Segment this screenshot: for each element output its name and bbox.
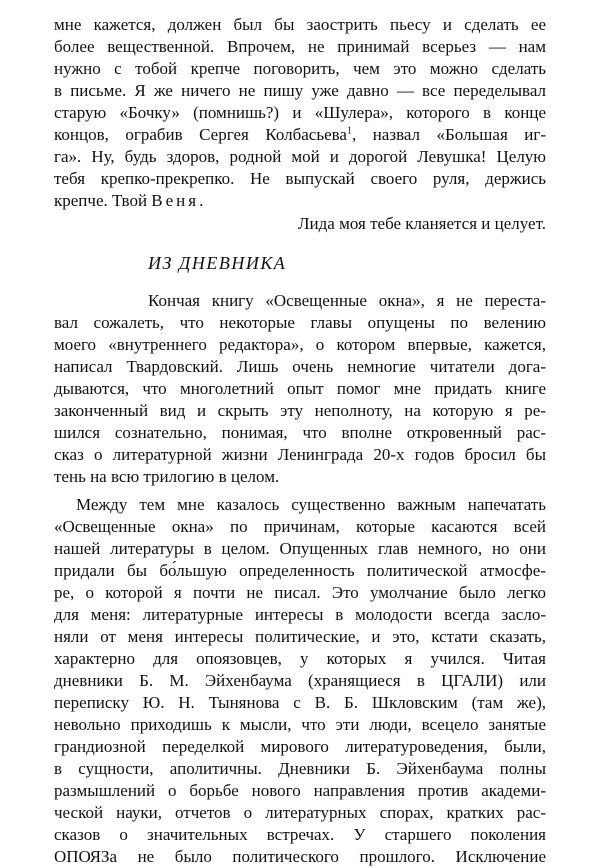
letter-line-6 xyxy=(54,124,546,146)
para2-line-15: ческой науки, отчетов о литературных спорах, кратких рас- xyxy=(54,803,546,822)
para2-line-17: ОПОЯЗа не было политического прошлого. Исключение xyxy=(54,847,546,866)
para1-line-8: сказ о литературной жизни Ленинграда 20-х годов бросил бы xyxy=(54,445,546,464)
para1-line-2: вал сожалеть, что некоторые главы опущены по велению xyxy=(54,313,546,332)
letter-line-7: га». Ну, будь здоров, родной мой и дорогой Левушка! Целую xyxy=(54,147,546,166)
para2-line-12: грандиозной переделкой мирового литературоведения, были, xyxy=(54,737,546,756)
para1-line-6: законченный вид и скрыть эту неполноту, на которую я ре- xyxy=(54,401,546,420)
para2-line-11: невольно приходишь к мысли, что эти люди, всецело занятые xyxy=(54,715,546,734)
para1-line-7: шился сознательно, понимая, что вполне откровенный рас- xyxy=(54,423,546,442)
letter-postscript: Лида моя тебе кланяется и целует. xyxy=(298,214,546,233)
para2-line-5: ре, о которой я почти не писал. Это умолчание было легко xyxy=(54,583,546,602)
letter-line-1: мне кажется, должен был бы заострить пьесу и сделать ее xyxy=(54,15,546,34)
para2-line-14: размышлений о борьбе нового направления против академи- xyxy=(54,781,546,800)
para2-line-13: в сущности, аполитичны. Дневники Б. Эйхенбаума полны xyxy=(54,759,546,778)
para2-line-7: няли от меня интересы политические, и это, кстати сказать, xyxy=(54,627,546,646)
letter-line-5: старую «Бочку» (помнишь?) и «Шулера», которого в конце xyxy=(54,103,546,122)
para1-line-3: моего «внутреннего редактора», о котором впервые, кажется, xyxy=(54,335,546,354)
para1-line-5: дываются, что многолетний опыт помог мне придать книге xyxy=(54,379,546,398)
para2-line-4: придали бы бо́льшую определенность политической атмосфе- xyxy=(54,561,546,580)
para1-line-1: Кончая книгу «Освещенные окна», я не переста- xyxy=(148,291,546,310)
letter-line-4: в письме. Я же ничего не пишу уже давно — все переделывал xyxy=(54,81,546,100)
para2-line-3: нашей литературы в целом. Опущенных глав немного, но они xyxy=(54,539,546,558)
para2-line-2: «Освещенные окна» по причинам, которые касаются всей xyxy=(54,517,546,536)
para2-line-6: для меня: литературные интересы в молодости всегда засло- xyxy=(54,605,546,624)
para1-line-9: тень на всю трилогию в целом. xyxy=(54,467,280,486)
para2-line-10: переписку Ю. Н. Тынянова с В. Б. Шкловским (там же), xyxy=(54,693,546,712)
para2-line-16: сказов о значительных встречах. У старшего поколения xyxy=(54,825,546,844)
letter-line-2: более вещественной. Впрочем, не принимай всерьез — нам xyxy=(54,37,546,56)
letter-signature: Веня. xyxy=(151,191,207,210)
letter-line-9 xyxy=(54,190,546,212)
letter-closing: крепче. Твой xyxy=(54,191,148,210)
letter-line-3: нужно с тобой крепче поговорить, чем это можно сделать xyxy=(54,59,546,78)
para1-line-4: написал Твардовский. Лишь очень немногие читатели дога- xyxy=(54,357,546,376)
para2-line-8: характерно для опоязовцев, у которых я учился. Читая xyxy=(54,649,546,668)
para2-line-9: дневники Б. М. Эйхенбаума (хранящиеся в ЦГАЛИ) или xyxy=(54,671,546,690)
letter-line-6-tail: , назвал «Большая иг- xyxy=(351,125,546,144)
letter-line-6-head: концов, ограбив Сергея Колбасьева xyxy=(54,125,347,144)
footnote-marker: 1 xyxy=(346,125,352,137)
letter-line-8: тебя крепко-прекрепко. Не выпускай своего руля, держись xyxy=(54,169,546,188)
para2-line-1: Между тем мне казалось существенно важным напечатать xyxy=(76,495,546,514)
section-heading: ИЗ ДНЕВНИКА xyxy=(148,253,287,273)
